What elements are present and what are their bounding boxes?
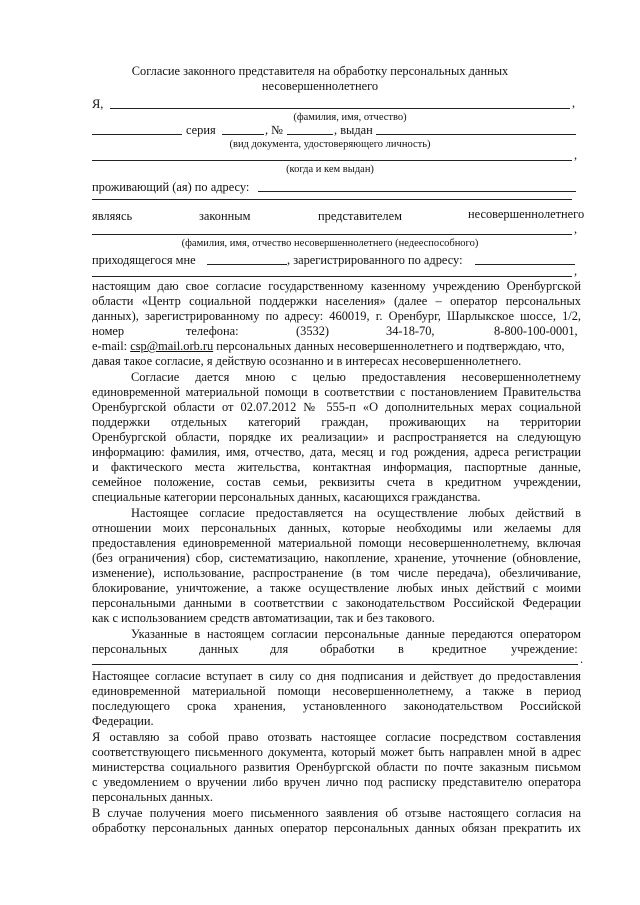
period-1: . <box>580 652 584 666</box>
p1-phone-word: номер <box>92 324 125 338</box>
p2-line: поддержки отдельных категорий граждан, проживающих на территории <box>92 415 581 429</box>
doc-caption: (вид документа, удостоверяющего личность) <box>229 139 431 150</box>
document-title-line1: Согласие законного представителя на обработку персональных данных <box>131 64 509 78</box>
comma-4: , <box>574 264 578 278</box>
p6-line: министерства социального развития Оренбургской области по почте заказным письмом <box>92 760 581 774</box>
issued-field-line[interactable] <box>376 134 576 135</box>
fio-field-line[interactable] <box>110 108 570 109</box>
p1-line: данных), зарегистрированному по адресу: 460019, г. Оренбург, Шарлыкское шоссе, 1/2, <box>92 309 581 323</box>
label-issued: , выдан <box>334 123 373 137</box>
p3-line: (без ограничения) сбор, систематизацию, накопление, хранение, уточнение (обновление, <box>92 551 581 565</box>
p1-email-line <box>92 339 565 353</box>
p4-word: персональных <box>92 642 168 656</box>
p1-phone-word: (3532) <box>296 324 330 338</box>
label-living: проживающий (ая) по адресу: <box>92 180 250 194</box>
fio-caption: (фамилия, имя, отчество) <box>293 112 407 123</box>
p4-word: для <box>270 642 289 656</box>
registered-field-line[interactable] <box>475 264 575 265</box>
p1-last-line: давая такое согласие, я действую осознанно и в интересах несовершеннолетнего. <box>92 354 522 368</box>
being-word-4: несовершеннолетнего <box>468 207 585 221</box>
p2-last-line: специальные категории персональных данных, касающихся гражданства. <box>92 490 481 504</box>
p7-line: обработку персональных данных оператор персональных данных обязан прекратить их <box>92 821 581 835</box>
p4-word: в <box>398 642 404 656</box>
email-link[interactable]: csp@mail.orb.ru <box>130 339 214 353</box>
being-word-2: законным <box>199 209 251 223</box>
p4-word: учреждение: <box>511 642 578 656</box>
p4-word: данных <box>199 642 239 656</box>
address-field-line[interactable] <box>258 191 576 192</box>
address-field-line-2[interactable] <box>92 199 572 200</box>
label-relative: приходящегося мне <box>92 253 196 267</box>
p6-line: Я оставляю за собой право отозвать настоящее согласие посредством составления <box>92 730 581 744</box>
p7-line: В случае получения моего письменного заявления об отзыве настоящего согласия на <box>92 806 581 820</box>
p6-line: соответствующего письменного документа, который может быть направлен мной в адрес <box>92 745 581 759</box>
p2-line: информацию: фамилия, имя, отчество, дата, месяц и год рождения, адреса регистрации <box>92 445 581 459</box>
comma-3: , <box>574 222 578 236</box>
label-ya: Я, <box>92 97 104 111</box>
p5-line: последующего срока хранения, установленного законодательством Российской <box>92 699 581 713</box>
p2-line: и фактического места жительства, контактная информация, паспортные данные, <box>92 460 581 474</box>
label-series: серия <box>186 123 216 137</box>
minor-caption: (фамилия, имя, отчество несовершеннолетнего (недееспособного) <box>181 238 479 249</box>
p1-phone-word: 8-800-100-0001, <box>494 324 578 338</box>
label-number: , № <box>265 123 284 137</box>
p2-line: семейное положение, состав семьи, реквизиты счета в кредитном учреждении, <box>92 475 581 489</box>
p2-line: Согласие дается мною с целью предоставления несовершеннолетнему <box>131 370 581 384</box>
when-caption: (когда и кем выдан) <box>286 164 374 175</box>
p6-line: с уведомлением о вручении либо вручен лично под расписку представителю оператора <box>92 775 581 789</box>
label-registered: , зарегистрированного по адресу: <box>287 253 463 267</box>
p6-last-line: персональных данных. <box>92 790 214 804</box>
p4-line: Указанные в настоящем согласии персональные данные передаются оператором <box>131 627 581 641</box>
p5-last-line: Федерации. <box>92 714 154 728</box>
p4-word: обработки <box>320 642 375 656</box>
p1-line: области «Центр социальной поддержки населения» (далее – оператор персональных <box>92 294 581 308</box>
p3-line: Настоящее согласие предоставляется на осуществление любых действий в <box>131 506 581 520</box>
doc-type-field-line[interactable] <box>92 134 182 135</box>
comma-2: , <box>574 148 578 162</box>
p5-line: единовременной материальной помощи несовершеннолетнему, а также в период <box>92 684 581 698</box>
p3-last-line: как с использованием средств автоматизации, так и без такового. <box>92 611 435 625</box>
issued-by-field-line[interactable] <box>92 160 572 161</box>
p4-word: кредитное <box>432 642 487 656</box>
series-field-line[interactable] <box>222 134 264 135</box>
p2-line: единовременной материальной помощи в соответствии с постановлением Правительства <box>92 385 581 399</box>
p3-line: отношении моих персональных данных, которые необходимы или желаемы для <box>92 521 581 535</box>
document-title-line2: несовершеннолетнего <box>261 79 379 93</box>
p3-line: изменение), использование, распространение (в том числе передача), обезличивание, <box>92 566 581 580</box>
p3-line: блокирование, уничтожение, а также осуществление любых иных действий с моими <box>92 581 581 595</box>
p3-line: предоставления единовременной материальной помощи несовершеннолетнему, включая <box>92 536 581 550</box>
relation-field-line[interactable] <box>207 264 287 265</box>
p2-line: Оренбургской области от 02.07.2012 № 555-п «О дополнительных мерах социальной <box>92 400 581 414</box>
p1-phone-word: телефона: <box>186 324 239 338</box>
p2-line: Оренбургской области, порядке их реализации» и распространяется на следующую <box>92 430 581 444</box>
p1-line: настоящим даю свое согласие государственному казенному учреждению Оренбургской <box>92 279 581 293</box>
being-word-1: являясь <box>92 209 133 223</box>
p5-line: Настоящее согласие вступает в силу со дня подписания и действует до предоставления <box>92 669 581 683</box>
registered-field-line-2[interactable] <box>92 276 572 277</box>
p3-line: персональными данными в соответствии с законодательством Российской Федерации <box>92 596 581 610</box>
p1-phone-word: 34-18-70, <box>386 324 435 338</box>
email-suffix: персональных данных несовершеннолетнего и подтверждаю, что, <box>213 339 565 353</box>
comma-1: , <box>572 96 576 110</box>
number-field-line[interactable] <box>287 134 333 135</box>
email-prefix: e-mail: <box>92 339 131 353</box>
bank-field-line[interactable] <box>92 664 578 665</box>
being-word-3: представителем <box>318 209 402 223</box>
minor-fio-field-line[interactable] <box>92 234 572 235</box>
